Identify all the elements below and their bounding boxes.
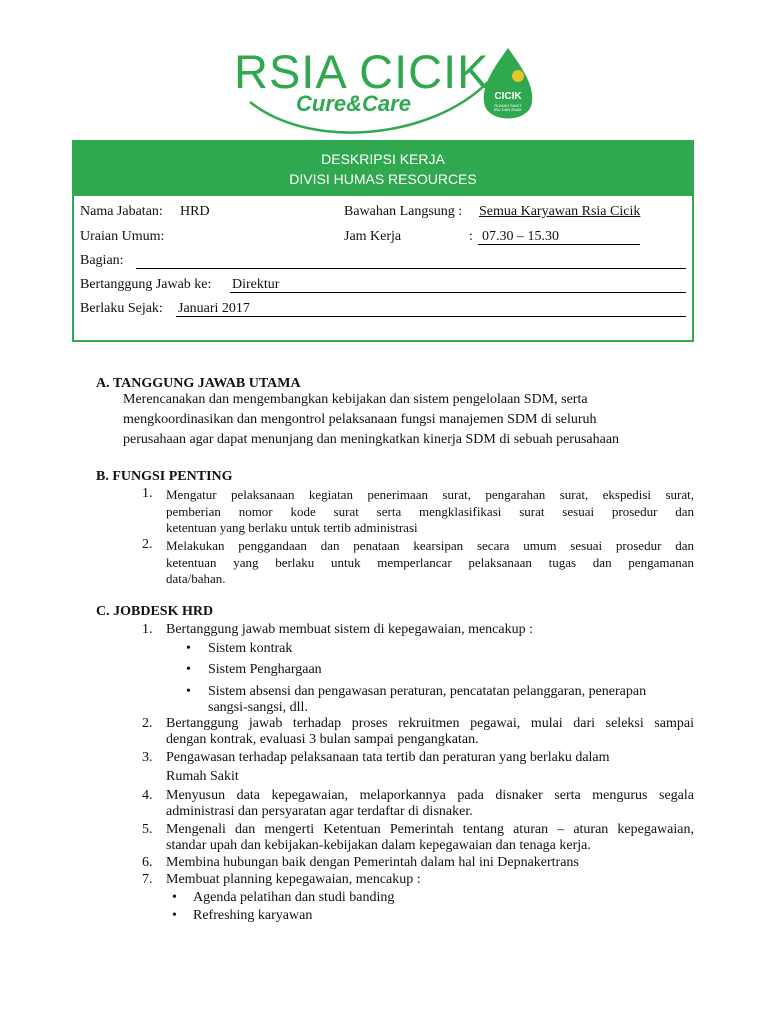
section-c-bullet: Sistem kontrak [208, 641, 293, 656]
section-c-num: 3. [142, 750, 153, 765]
section-a-title: A. TANGGUNG JAWAB UTAMA [96, 376, 301, 391]
jabatan-label: Nama Jabatan: [80, 204, 163, 219]
jamkerja-label: Jam Kerja [344, 229, 402, 244]
bullet-glyph: • [172, 890, 177, 905]
logo-drop-leaf [512, 70, 524, 82]
header-subtitle: DIVISI HUMAS RESOURCES [289, 171, 477, 187]
section-b-line: ketentuan yang berlaku untuk tertib administrasi [166, 520, 418, 535]
bullet-glyph: • [186, 684, 191, 699]
jabatan-value: HRD [180, 204, 210, 219]
section-c-bullet: Sistem Penghargaan [208, 662, 322, 677]
logo-badge-line2: IBU DAN ANAK [493, 107, 522, 112]
tanggung-value: Direktur [232, 277, 280, 292]
section-c-bullet: Refreshing karyawan [193, 908, 313, 923]
logo-tagline: Cure&Care [296, 91, 411, 116]
section-c-num: 5. [142, 822, 153, 837]
section-c-item: standar upah dan kebijakan-kebijakan dalam kepegawaian dan tenaga kerja. [166, 838, 591, 853]
section-c-item: Rumah Sakit [166, 769, 239, 784]
section-c-item: Menyusun data kepegawaian, melaporkannya pada disnaker serta mengurus segala [166, 788, 694, 803]
tanggung-label: Bertanggung Jawab ke: [80, 277, 212, 292]
section-b-line: ketentuan yang berlaku untuk memperlancar pelaksanaan tugas dan pengamanan [166, 555, 694, 570]
bullet-glyph: • [186, 662, 191, 677]
berlaku-underline [176, 316, 686, 317]
section-c-item: Bertanggung jawab terhadap proses rekruitmen pegawai, mulai dari seleksi sampai [166, 716, 694, 731]
bawahan-label: Bawahan Langsung : [344, 204, 463, 219]
uraian-label: Uraian Umum: [80, 229, 165, 244]
logo-badge [484, 92, 532, 112]
bullet-glyph: • [186, 641, 191, 656]
header-title: DESKRIPSI KERJA [321, 151, 445, 167]
header-band [72, 140, 694, 196]
section-c-item: administrasi dan persyaratan agar terdaftar di disnaker. [166, 804, 473, 819]
section-c-bullet: sangsi-sangsi, dll. [208, 700, 308, 715]
section-b-num: 2. [142, 537, 153, 552]
section-c-bullet: Agenda pelatihan dan studi banding [193, 890, 395, 905]
jamkerja-underline [478, 244, 640, 245]
berlaku-value: Januari 2017 [178, 301, 250, 316]
berlaku-label: Berlaku Sejak: [80, 301, 163, 316]
logo [230, 40, 540, 140]
section-c-num: 6. [142, 855, 153, 870]
section-c-item: Membina hubungan baik dengan Pemerintah dalam hal ini Depnakertrans [166, 855, 579, 870]
section-c-num: 4. [142, 788, 153, 803]
section-c-item: Pengawasan terhadap pelaksanaan tata tertib dan peraturan yang berlaku dalam [166, 750, 610, 765]
section-c-num: 1. [142, 622, 153, 637]
section-c-bullet: Sistem absensi dan pengawasan peraturan, pencatatan pelanggaran, penerapan [208, 684, 647, 699]
logo-brand: RSIA CICIK [234, 45, 490, 98]
tanggung-underline [230, 292, 686, 293]
section-a-line: mengkoordinasikan dan mengontrol pelaksanaan fungsi manajemen SDM di seluruh [123, 412, 597, 427]
section-c-item: Membuat planning kepegawaian, mencakup : [166, 872, 421, 887]
section-b-line: pemberian nomor kode surat serta mengklasifikasi surat sesuai prosedur dan [166, 504, 694, 519]
section-c-num: 7. [142, 872, 153, 887]
section-c-num: 2. [142, 716, 153, 731]
section-a-line: Merencanakan dan mengembangkan kebijakan dan sistem pengelolaan SDM, serta [123, 392, 588, 407]
section-c-item: Mengenali dan mengerti Ketentuan Pemerintah tentang aturan – aturan kepegawaian, [166, 822, 694, 837]
bagian-underline [136, 268, 686, 269]
info-box [72, 196, 694, 342]
section-c-item: Bertanggung jawab membuat sistem di kepegawaian, mencakup : [166, 622, 534, 637]
section-b-title: B. FUNGSI PENTING [96, 469, 233, 484]
bawahan-value: Semua Karyawan Rsia Cicik [479, 204, 641, 219]
section-c-item: dengan kontrak, evaluasi 3 bulan sampai pengangkatan. [166, 732, 479, 747]
logo-badge-name: CICIK [494, 91, 522, 102]
section-b-num: 1. [142, 486, 153, 501]
logo-badge-line1: RUMAH SAKIT [494, 103, 522, 108]
bagian-label: Bagian: [80, 253, 124, 268]
bullet-glyph: • [172, 908, 177, 923]
section-b-line: data/bahan. [166, 571, 226, 586]
section-a-line: perusahaan agar dapat menunjang dan meningkatkan kinerja SDM di sebuah perusahaan [123, 432, 620, 447]
jamkerja-colon: : [469, 229, 473, 244]
jamkerja-value: 07.30 – 15.30 [482, 229, 559, 244]
section-c-title: C. JOBDESK HRD [96, 604, 214, 619]
section-b-line: Mengatur pelaksanaan kegiatan penerimaan surat, pengarahan surat, ekspedisi surat, [166, 487, 694, 502]
section-b-line: Melakukan penggandaan dan penataan kearsipan secara umum sesuai prosedur dan [166, 538, 694, 553]
